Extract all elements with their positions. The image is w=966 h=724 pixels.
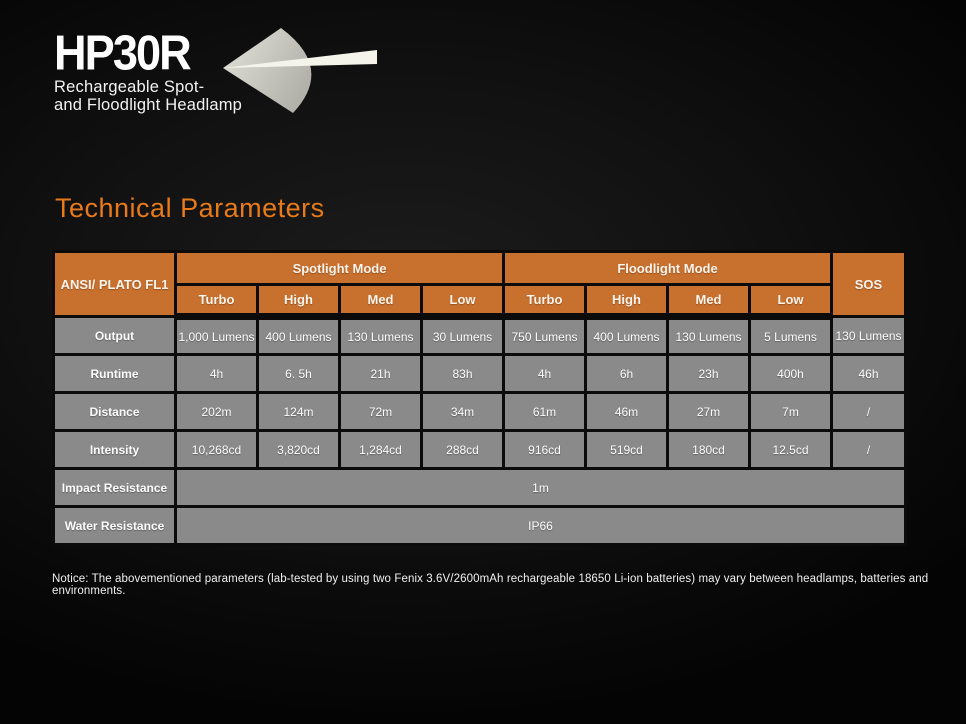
subheader-spotlight-turbo: Turbo <box>176 285 258 317</box>
spec-cell: 4h <box>504 355 586 393</box>
group-header-floodlight: Floodlight Mode <box>504 252 832 285</box>
spec-cell: 6. 5h <box>258 355 340 393</box>
table-row-water-resistance <box>54 507 906 545</box>
subheader-spotlight-low: Low <box>422 285 504 317</box>
spec-cell: 124m <box>258 393 340 431</box>
spec-cell: / <box>832 431 906 469</box>
spec-cell: 288cd <box>422 431 504 469</box>
subheader-floodlight-turbo: Turbo <box>504 285 586 317</box>
spec-cell: 23h <box>668 355 750 393</box>
row-label: Runtime <box>54 355 176 393</box>
sos-header-cell: SOS <box>832 252 906 317</box>
row-label: Impact Resistance <box>54 469 176 507</box>
row-label: Distance <box>54 393 176 431</box>
spec-cell: 400 Lumens <box>258 317 340 355</box>
spec-cell: 46m <box>586 393 668 431</box>
subheader-floodlight-low: Low <box>750 285 832 317</box>
spec-cell: 6h <box>586 355 668 393</box>
light-beam-icon <box>213 16 398 122</box>
spec-cell: 61m <box>504 393 586 431</box>
spec-cell: 21h <box>340 355 422 393</box>
spec-cell: 10,268cd <box>176 431 258 469</box>
spec-cell: / <box>832 393 906 431</box>
product-model-name: HP30R <box>54 24 190 80</box>
spec-cell: 1,000 Lumens <box>176 317 258 355</box>
spec-cell: 400h <box>750 355 832 393</box>
spec-cell: 202m <box>176 393 258 431</box>
spec-cell: 12.5cd <box>750 431 832 469</box>
spec-cell: 7m <box>750 393 832 431</box>
table-row-intensity <box>54 431 906 469</box>
group-header-spotlight: Spotlight Mode <box>176 252 504 285</box>
spec-cell: 46h <box>832 355 906 393</box>
spec-cell: 916cd <box>504 431 586 469</box>
subheader-spotlight-med: Med <box>340 285 422 317</box>
table-row-distance <box>54 393 906 431</box>
spec-cell: 130 Lumens <box>340 317 422 355</box>
spec-cell: 34m <box>422 393 504 431</box>
beam-fan-shape <box>223 28 311 113</box>
subheader-floodlight-high: High <box>586 285 668 317</box>
product-subtitle-line2: and Floodlight Headlamp <box>54 96 243 115</box>
table-row-impact-resistance <box>54 469 906 507</box>
notice-text: Notice: The abovementioned parameters (lab-tested by using two Fenix 3.6V/2600mAh rechargeable 18650 Li-ion batteries) may vary between headlamps, batteries and environments. <box>52 573 929 597</box>
spec-cell: 4h <box>176 355 258 393</box>
product-subtitle-line1: Rechargeable Spot- <box>54 78 205 96</box>
table-row-runtime <box>54 355 906 393</box>
spec-cell: 180cd <box>668 431 750 469</box>
row-label: Output <box>54 317 176 355</box>
spec-cell: 83h <box>422 355 504 393</box>
spec-cell-span: IP66 <box>176 507 906 545</box>
spec-cell: 750 Lumens <box>504 317 586 355</box>
spec-cell: 5 Lumens <box>750 317 832 355</box>
corner-header-cell: ANSI/ PLATO FL1 <box>54 252 176 317</box>
spec-table-container <box>52 250 907 546</box>
spec-cell: 72m <box>340 393 422 431</box>
spec-cell: 130 Lumens <box>832 317 906 355</box>
row-label: Water Resistance <box>54 507 176 545</box>
spec-table <box>52 250 907 546</box>
row-label: Intensity <box>54 431 176 469</box>
spec-cell: 3,820cd <box>258 431 340 469</box>
subheader-floodlight-med: Med <box>668 285 750 317</box>
spec-cell: 30 Lumens <box>422 317 504 355</box>
table-row-output <box>54 317 906 355</box>
spec-cell-span: 1m <box>176 469 906 507</box>
section-title: Technical Parameters <box>55 193 325 223</box>
spec-cell: 519cd <box>586 431 668 469</box>
subheader-spotlight-high: High <box>258 285 340 317</box>
spec-cell: 1,284cd <box>340 431 422 469</box>
spec-cell: 27m <box>668 393 750 431</box>
spec-cell: 130 Lumens <box>668 317 750 355</box>
spec-cell: 400 Lumens <box>586 317 668 355</box>
